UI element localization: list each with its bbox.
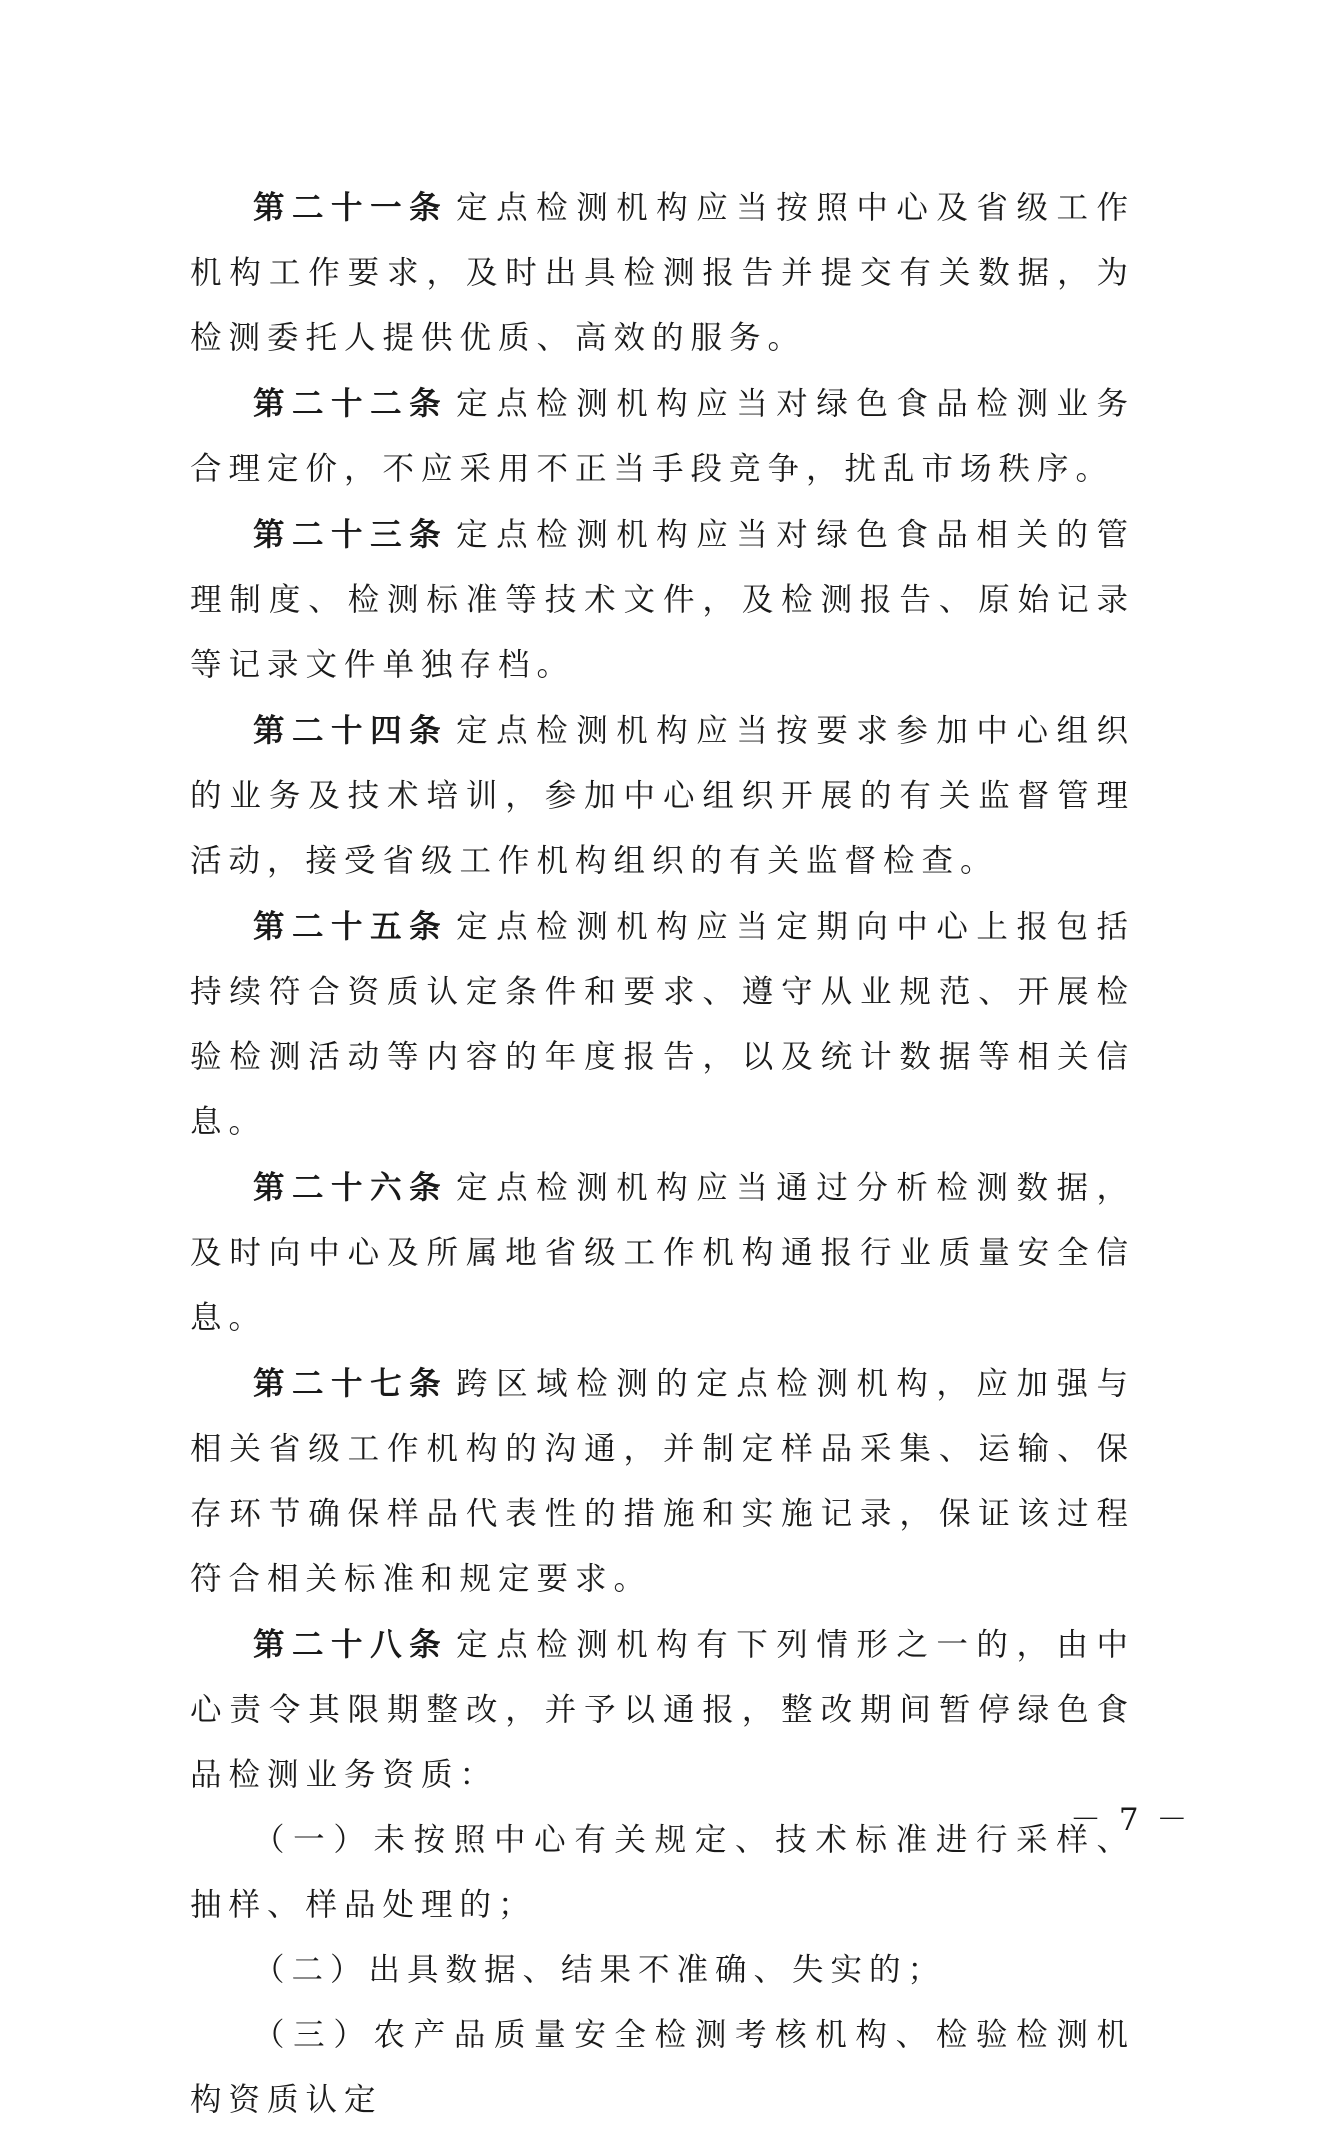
article-24	[190, 698, 1135, 894]
article-text: 定点检测机构应当通过分析检测数据，及时向中心及所属地省级工作机构通报行业质量安全信息。	[190, 1170, 1135, 1336]
article-text: 定点检测机构应当对绿色食品相关的管理制度、检测标准等技术文件，及检测报告、原始记录等记录文件单独存档。	[190, 517, 1135, 683]
article-23	[190, 502, 1135, 698]
article-22	[190, 371, 1135, 502]
article-25	[190, 894, 1135, 1155]
list-item-2: （二）出具数据、结果不准确、失实的；	[253, 1952, 947, 1988]
page-number: － 7 －	[1070, 1802, 1192, 1838]
article-21	[190, 175, 1135, 371]
article-26	[190, 1155, 1135, 1351]
list-item-1: （一）未按照中心有关规定、技术标准进行采样、抽样、样品处理的；	[190, 1822, 1135, 1923]
article-text: 定点检测机构应当对绿色食品检测业务合理定价，不应采用不正当手段竞争，扰乱市场秩序。	[190, 386, 1135, 487]
article-label: 第二十四条	[253, 712, 449, 749]
article-text: 跨区域检测的定点检测机构，应加强与相关省级工作机构的沟通，并制定样品采集、运输、保存环节确保样品代表性的措施和实施记录，保证该过程符合相关标准和规定要求。	[190, 1366, 1135, 1597]
article-label: 第二十二条	[253, 385, 449, 422]
article-text: 定点检测机构有下列情形之一的，由中心责令其限期整改，并予以通报，整改期间暂停绿色食品检测业务资质：	[190, 1627, 1135, 1793]
article-text: 定点检测机构应当按要求参加中心组织的业务及技术培训，参加中心组织开展的有关监督管理活动，接受省级工作机构组织的有关监督检查。	[190, 713, 1135, 879]
article-label: 第二十七条	[253, 1365, 449, 1402]
article-label: 第二十一条	[253, 189, 449, 226]
page-body	[190, 175, 1135, 2133]
article-label: 第二十六条	[253, 1169, 449, 1206]
article-27	[190, 1351, 1135, 1612]
article-28	[190, 1612, 1135, 1808]
article-text: 定点检测机构应当按照中心及省级工作机构工作要求，及时出具检测报告并提交有关数据，为检测委托人提供优质、高效的服务。	[190, 190, 1135, 356]
article-label: 第二十三条	[253, 516, 449, 553]
article-text: 定点检测机构应当定期向中心上报包括持续符合资质认定条件和要求、遵守从业规范、开展检验检测活动等内容的年度报告，以及统计数据等相关信息。	[190, 909, 1135, 1140]
article-label: 第二十八条	[253, 1626, 449, 1663]
article-label: 第二十五条	[253, 908, 449, 945]
list-item-3: （三）农产品质量安全检测考核机构、检验检测机构资质认定	[190, 2017, 1135, 2118]
